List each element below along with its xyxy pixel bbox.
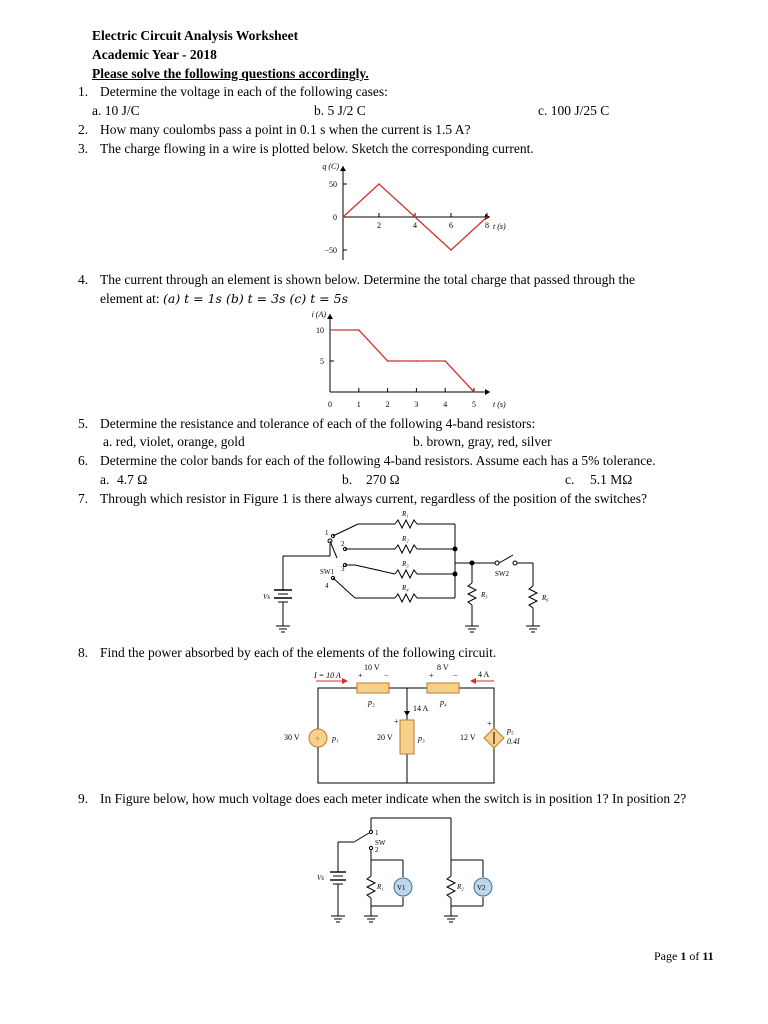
circuit8-current-i: I = 10 A (314, 671, 341, 680)
q6-option-a: 4.7 Ω (117, 472, 148, 487)
circuit8-v20: 20 V (377, 733, 393, 742)
circuit8-plus-1: + (358, 671, 363, 680)
q4-text-line2 (100, 291, 348, 307)
figure1-switch-circuit (255, 508, 555, 638)
circuit8-minus-2: − (453, 671, 458, 680)
y-tick-label: 50 (329, 180, 337, 189)
fig1-pos4: 4 (325, 582, 329, 590)
data-point (416, 360, 418, 362)
fig9-vs-label: Vs (317, 874, 324, 882)
data-point (450, 249, 452, 251)
circuit8-i14: 14 A (413, 704, 429, 713)
circuit8-plus-2: + (429, 671, 434, 680)
circuit8-p1: p₁ (332, 734, 339, 743)
q6-label-c: c. (565, 472, 575, 487)
x-tick-label: 4 (443, 400, 448, 409)
q1-option-c: c. 100 J/25 C (538, 103, 610, 118)
circuit8-v8: 8 V (437, 663, 449, 672)
q4-time-cases: (a) t = 1s (b) t = 3s (c) t = 5s (162, 291, 349, 306)
worksheet-title: Electric Circuit Analysis Worksheet (92, 28, 299, 43)
fig9-pos2: 2 (375, 846, 379, 854)
page-number: 1 (680, 949, 687, 963)
data-point (473, 391, 475, 393)
fig9-r1-label: R₁ (377, 883, 384, 891)
charge-plot (300, 160, 510, 266)
circuit8-plus-4: + (487, 719, 492, 728)
fig1-sw1-label: SW1 (320, 568, 334, 576)
fig9-meter-v2: V2 (477, 884, 486, 892)
y-tick-label: −50 (324, 246, 337, 255)
data-point (358, 329, 360, 331)
page-total: 11 (702, 949, 714, 963)
fig1-r1-label: R₁ (402, 510, 409, 518)
q6-label-b: b. (342, 472, 353, 487)
data-point (414, 216, 416, 218)
fig1-vs-label: Vs (263, 593, 270, 601)
fig1-pos1: 1 (325, 529, 329, 537)
circuit8-v10: 10 V (364, 663, 380, 672)
y-axis-label: q (C) (322, 162, 339, 171)
x-axis-label: t (s) (493, 400, 506, 409)
circuit8-p3: p₃ (418, 734, 425, 743)
power-circuit (280, 660, 530, 788)
y-tick-label: 5 (320, 357, 324, 366)
x-tick-label: 0 (328, 400, 332, 409)
x-tick-label: 5 (472, 400, 476, 409)
circuit8-v30: 30 V (284, 733, 300, 742)
q4-text: The current through an element is shown below. Determine the total charge that passed through the (100, 272, 635, 287)
q7-number: 7. (78, 491, 89, 506)
fig9-meter-v1: V1 (397, 884, 406, 892)
x-axis-label: t (s) (493, 222, 506, 231)
y-tick-label: 0 (333, 213, 337, 222)
circuit8-i4: 4 A (478, 670, 490, 679)
data-point (444, 360, 446, 362)
fig9-r2-label: R₂ (457, 883, 464, 891)
q3-number: 3. (78, 141, 89, 156)
q4-element-at: element at: (100, 291, 160, 306)
page-of: of (689, 949, 700, 963)
page-footer (654, 948, 714, 964)
circuit8-p5: p₅ (507, 726, 514, 735)
y-axis-arrow (340, 166, 346, 171)
x-tick-label: 1 (356, 400, 361, 409)
fig1-r4-label: R₄ (402, 584, 409, 592)
circuit8-minus-1: − (384, 671, 389, 680)
circuit8-plus-3: + (394, 717, 399, 726)
x-tick-label: 3 (414, 400, 419, 409)
q9-number: 9. (78, 791, 89, 806)
y-axis-label: i (A) (311, 310, 326, 319)
meter-switch-circuit (305, 812, 505, 932)
q6-number: 6. (78, 453, 89, 468)
current-plot (290, 308, 520, 414)
data-point (387, 360, 389, 362)
fig1-pos2: 2 (341, 540, 345, 548)
q3-text: The charge flowing in a wire is plotted below. Sketch the corresponding current. (100, 141, 534, 156)
y-axis-arrow (327, 314, 333, 319)
circuit8-v12: 12 V (460, 733, 476, 742)
x-tick-label: 8 (485, 221, 489, 230)
q5-text: Determine the resistance and tolerance of each of the following 4-band resistors: (100, 416, 536, 431)
data-point (342, 216, 344, 218)
fig1-r3-label: R₃ (402, 560, 409, 568)
circuit8-p2: p₂ (368, 698, 375, 707)
q6-text: Determine the color bands for each of the following 4-band resistors. Assume each has a 5% tolerance. (100, 453, 656, 468)
fig1-r5-label: R₅ (481, 591, 488, 599)
data-series-line (330, 330, 474, 392)
q8-number: 8. (78, 645, 89, 660)
q9-text: In Figure below, how much voltage does each meter indicate when the switch is in position 1? In position 2? (100, 791, 687, 806)
q7-text: Through which resistor in Figure 1 is there always current, regardless of the position of the switches? (100, 491, 647, 506)
q8-text: Find the power absorbed by each of the elements of the following circuit. (100, 645, 497, 660)
instruction-line: Please solve the following questions accordingly. (92, 66, 369, 81)
x-tick-label: 4 (413, 221, 417, 230)
data-point (329, 329, 331, 331)
x-tick-label: 2 (385, 400, 390, 409)
fig1-sw2-label: SW2 (495, 570, 509, 578)
q2-number: 2. (78, 122, 89, 137)
circuit8-p4: p₄ (440, 698, 447, 707)
fig9-pos1: 1 (375, 829, 379, 837)
page-prefix: Page (654, 949, 678, 963)
q6-option-c: 5.1 MΩ (590, 472, 633, 487)
fig1-pos3: 3 (341, 565, 345, 573)
q1-option-a: a. 10 J/C (92, 103, 140, 118)
data-point (378, 183, 380, 185)
circuit8-dependent-source: 0.4I (507, 737, 520, 746)
q1-option-b: b. 5 J/2 C (314, 103, 366, 118)
q5-option-b: b. brown, gray, red, silver (413, 434, 552, 449)
fig1-r2-label: R₂ (402, 535, 409, 543)
q1-text: Determine the voltage in each of the following cases: (100, 84, 388, 99)
y-tick-label: 10 (316, 326, 324, 335)
q1-number: 1. (78, 84, 89, 99)
q5-number: 5. (78, 416, 89, 431)
x-tick-label: 2 (377, 221, 381, 230)
academic-year: Academic Year - 2018 (92, 47, 217, 62)
fig1-r6-label: R₆ (542, 594, 549, 602)
x-tick-label: 6 (449, 221, 453, 230)
q5-option-a: a. red, violet, orange, gold (103, 434, 245, 449)
data-point (486, 216, 488, 218)
q6-label-a: a. (100, 472, 110, 487)
circuit8-source-plus: + (315, 734, 321, 744)
q4-number: 4. (78, 272, 89, 287)
fig9-switch-label: SW (375, 839, 386, 847)
x-axis-arrow (485, 389, 490, 395)
q2-text: How many coulombs pass a point in 0.1 s when the current is 1.5 A? (100, 122, 471, 137)
q6-option-b: 270 Ω (366, 472, 400, 487)
